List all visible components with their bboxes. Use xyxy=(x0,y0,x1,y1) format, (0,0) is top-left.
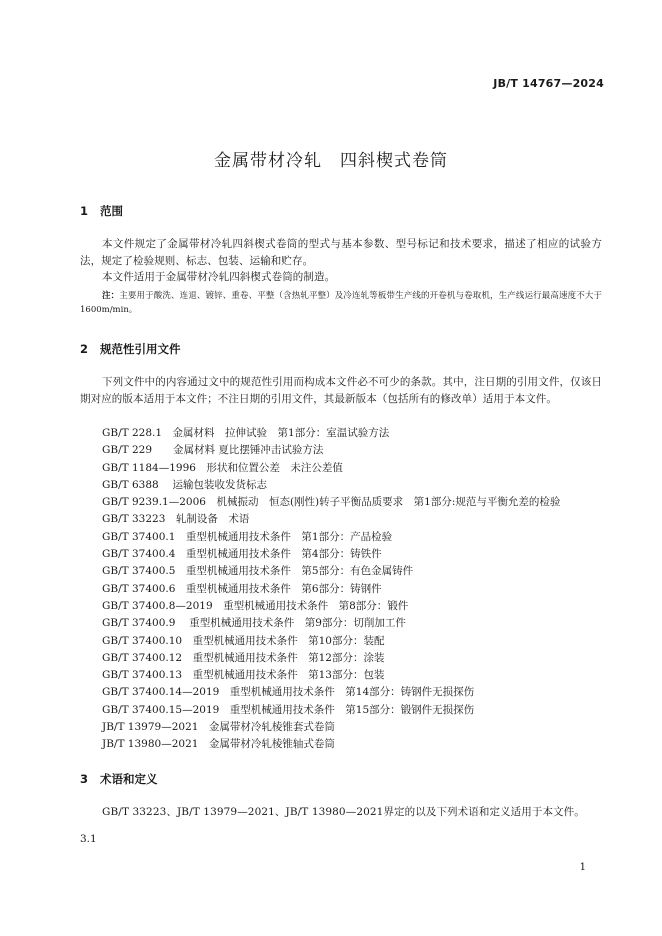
reference-item: GB/T 1184—1996 形状和位置公差 未注公差值 xyxy=(102,461,343,474)
reference-item: GB/T 6388 运输包装收发货标志 xyxy=(102,478,268,491)
section-1-paragraph-1: 本文件规定了金属带材冷轧四斜楔式卷筒的型式与基本参数、型号标记和技术要求，描述了相应的试验方法，规定了检验规则、标志、包装、运输和贮存。 xyxy=(80,238,602,267)
reference-item: GB/T 9239.1—2006 机械振动 恒态(刚性)转子平衡品质要求 第1部分:规范与平衡允差的检验 xyxy=(102,496,561,509)
page-footer xyxy=(0,900,662,936)
section-1-note xyxy=(80,289,602,317)
section-1-title: 范围 xyxy=(100,204,123,218)
reference-item: GB/T 37400.5 重型机械通用技术条件 第5部分：有色金属铸件 xyxy=(102,565,414,578)
note-label: 注： xyxy=(102,291,120,301)
reference-item: GB/T 37400.8—2019 重型机械通用技术条件 第8部分：锻件 xyxy=(102,599,409,612)
reference-item: GB/T 33223 轧制设备 术语 xyxy=(102,513,250,526)
reference-item: GB/T 37400.4 重型机械通用技术条件 第4部分：铸铁件 xyxy=(102,548,382,561)
reference-item: GB/T 37400.6 重型机械通用技术条件 第6部分：铸钢件 xyxy=(102,582,382,595)
reference-item: JB/T 13980—2021 金属带材冷轧棱锥轴式卷筒 xyxy=(102,738,335,751)
section-2-heading xyxy=(80,341,181,357)
reference-item: GB/T 37400.10 重型机械通用技术条件 第10部分：装配 xyxy=(102,634,385,647)
page-number: 1 xyxy=(579,862,586,873)
note-text: 主要用于酸洗、连退、镀锌、重卷、平整（含热轧平整）及冷连轧等板带生产线的开卷机与卷取机，生产线运行最高速度不大于1600m/min。 xyxy=(80,291,602,315)
reference-item: GB/T 37400.14—2019 重型机械通用技术条件 第14部分：铸钢件无损探伤 xyxy=(102,686,475,699)
section-3-intro: GB/T 33223、JB/T 13979—2021、JB/T 13980—2021界定的以及下列术语和定义适用于本文件。 xyxy=(102,806,585,818)
clause-number: 3.1 xyxy=(80,833,97,845)
section-3-title: 术语和定义 xyxy=(100,772,158,786)
reference-item: GB/T 37400.1 重型机械通用技术条件 第1部分：产品检验 xyxy=(102,530,393,543)
reference-item: GB/T 229 金属材料 夏比摆锤冲击试验方法 xyxy=(102,444,324,457)
reference-item: JB/T 13979—2021 金属带材冷轧棱锥套式卷筒 xyxy=(102,721,335,734)
standard-code: JB/T 14767—2024 xyxy=(493,77,604,90)
section-1-heading xyxy=(80,203,123,219)
document-title: 金属带材冷轧 四斜楔式卷筒 xyxy=(214,151,448,171)
section-3-number: 3 xyxy=(80,772,89,786)
reference-item: GB/T 37400.15—2019 重型机械通用技术条件 第15部分：锻钢件无损探伤 xyxy=(102,703,475,716)
reference-item: GB/T 37400.9 重型机械通用技术条件 第9部分：切削加工件 xyxy=(102,617,406,630)
section-2-title: 规范性引用文件 xyxy=(100,342,181,356)
reference-item: GB/T 37400.13 重型机械通用技术条件 第13部分：包装 xyxy=(102,669,385,682)
section-1-number: 1 xyxy=(80,204,89,218)
reference-item: GB/T 228.1 金属材料 拉伸试验 第1部分：室温试验方法 xyxy=(102,427,390,439)
reference-list xyxy=(102,425,602,754)
reference-item: GB/T 37400.12 重型机械通用技术条件 第12部分：涂装 xyxy=(102,651,385,664)
section-2-number: 2 xyxy=(80,342,89,356)
section-1-paragraph-2: 本文件适用于金属带材冷轧四斜楔式卷筒的制造。 xyxy=(102,271,336,283)
section-3-heading xyxy=(80,771,158,787)
section-2-intro: 下列文件中的内容通过文中的规范性引用而构成本文件必不可少的条款。其中，注日期的引用文件，仅该日期对应的版本适用于本文件；不注日期的引用文件，其最新版本（包括所有的修改单）适用于本文件。 xyxy=(80,376,602,405)
